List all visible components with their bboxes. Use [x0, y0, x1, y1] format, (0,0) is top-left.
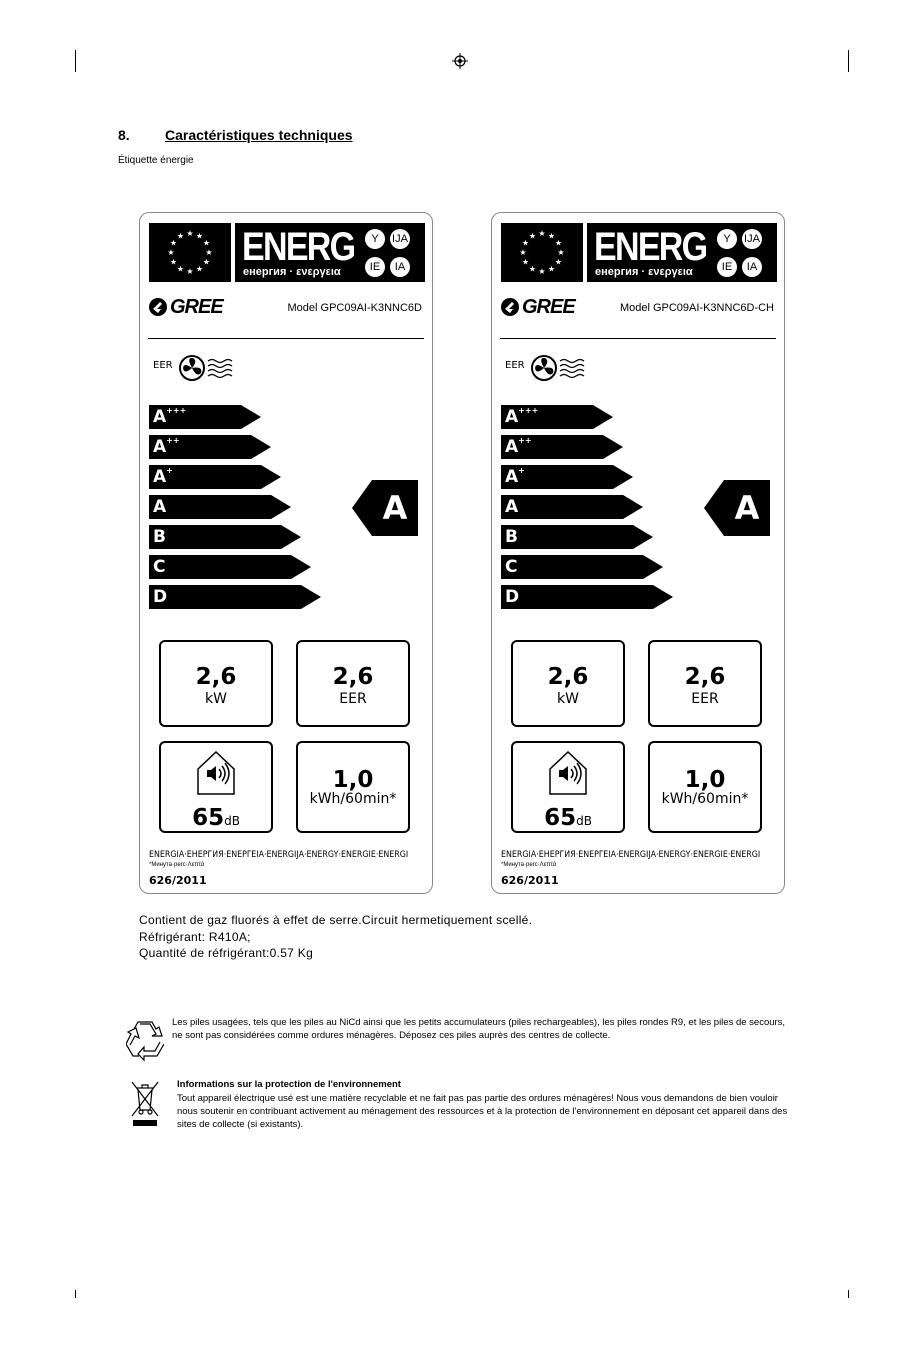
registration-mark-icon — [452, 53, 468, 69]
gas-info-line: Contient de gaz fluorés à effet de serre.Circuit hermetiquement scellé. — [139, 913, 533, 927]
eu-star-icon: ★ — [547, 264, 556, 274]
eer-label: EER — [153, 360, 173, 371]
brand-logo — [148, 297, 223, 317]
regulation-number: 626/2011 — [501, 874, 559, 887]
efficiency-class-bar: A — [149, 495, 271, 519]
model-number: Model GPC09AI-K3NNC6D — [287, 302, 422, 314]
eu-star-icon: ★ — [519, 248, 527, 257]
regulation-number: 626/2011 — [149, 874, 207, 887]
footnote: *Минута·perc·Λεπτά — [501, 862, 557, 868]
crop-mark — [848, 1290, 849, 1298]
eu-flag-icon — [501, 223, 583, 282]
eu-star-icon: ★ — [167, 248, 175, 257]
energ-title: ENERG — [594, 225, 707, 269]
lang-badge: IA — [742, 257, 762, 277]
efficiency-class-bar: A — [501, 495, 623, 519]
model-number: Model GPC09AI-K3NNC6D-CH — [619, 302, 774, 314]
lang-badge: IE — [365, 257, 385, 277]
energ-subtitle: енергия · ενεργεια — [595, 266, 693, 278]
section-title: Caractéristiques techniques — [165, 127, 353, 143]
eu-star-icon: ★ — [547, 231, 556, 241]
environment-line: nous soutenir en contribuant activement au ménagement des ressources et à la protection de l'environnement en déposant cet appareil dans des — [177, 1106, 788, 1117]
consumption-unit: kWh/60min* — [661, 791, 749, 807]
capacity-box — [159, 640, 273, 727]
brand-logo — [500, 297, 575, 317]
crop-mark — [75, 1290, 76, 1298]
rating-class: A — [382, 489, 408, 527]
energ-subtitle: енергия · ενεργεια — [243, 266, 341, 278]
battery-notice-line: ne sont pas considérées comme ordures ménagères. Déposez ces piles auprès des centres de collecte. — [172, 1030, 611, 1041]
divider — [500, 338, 776, 339]
crop-mark — [848, 50, 849, 72]
efficiency-class-bar: A++ — [501, 435, 603, 459]
footnote: *Минута·perc·Λεπτά — [149, 862, 205, 868]
efficiency-class-bar: B — [149, 525, 281, 549]
energy-header — [235, 223, 425, 282]
eu-star-icon: ★ — [521, 257, 530, 267]
eer-unit: EER — [691, 691, 719, 707]
divider — [148, 338, 424, 339]
brand-name: GREE — [170, 295, 223, 318]
efficiency-class-bar: A+++ — [149, 405, 241, 429]
eu-star-icon: ★ — [169, 257, 178, 267]
energ-title: ENERG — [242, 225, 355, 269]
eu-stars-icon — [149, 223, 231, 282]
eu-star-icon: ★ — [202, 257, 211, 267]
section-subtitle: Étiquette énergie — [118, 155, 194, 166]
eu-star-icon: ★ — [205, 248, 213, 257]
noise-box — [159, 741, 273, 833]
efficiency-class-bar: A+ — [149, 465, 261, 489]
noise-box — [511, 741, 625, 833]
efficiency-class-bar: A+++ — [501, 405, 593, 429]
eu-star-icon: ★ — [554, 238, 563, 248]
noise-unit: dB — [576, 814, 592, 828]
eu-star-icon: ★ — [554, 257, 563, 267]
capacity-value: 2,6 — [547, 664, 589, 690]
gree-logo-icon — [500, 297, 520, 317]
refrigerant-quantity: Quantité de réfrigérant:0.57 Kg — [139, 946, 314, 960]
efficiency-class-bar: C — [149, 555, 291, 579]
noise-value: 65 — [192, 805, 225, 831]
eer-box — [648, 640, 762, 727]
eu-star-icon: ★ — [538, 229, 546, 238]
eu-star-icon: ★ — [176, 264, 185, 274]
eu-star-icon: ★ — [557, 248, 565, 257]
noise-unit: dB — [224, 814, 240, 828]
eu-flag-icon — [149, 223, 231, 282]
eu-star-icon: ★ — [202, 238, 211, 248]
crop-mark — [75, 50, 76, 72]
lang-badge: Y — [365, 229, 385, 249]
speaker-house-icon — [195, 749, 237, 797]
eu-star-icon: ★ — [176, 231, 185, 241]
lang-badge: IJA — [390, 229, 410, 249]
efficiency-class-bar: A+ — [501, 465, 613, 489]
section-number: 8. — [118, 127, 130, 143]
eu-star-icon: ★ — [195, 231, 204, 241]
rating-class: A — [734, 489, 760, 527]
environment-line: sites de collecte (si existants). — [177, 1119, 304, 1130]
capacity-value: 2,6 — [195, 664, 237, 690]
recycle-icon — [126, 1020, 164, 1062]
crossed-bin-icon — [130, 1080, 160, 1128]
efficiency-class-bar: D — [149, 585, 301, 609]
speaker-house-icon — [547, 749, 589, 797]
eu-star-icon: ★ — [538, 267, 546, 276]
eu-star-icon: ★ — [186, 229, 194, 238]
environment-title: Informations sur la protection de l'environnement — [177, 1079, 401, 1090]
environment-line: Tout appareil électrique usé est une matière recyclable et ne fait pas pas partie des ordures ménagères! Nous vous demandons de bien vouloir — [177, 1093, 778, 1104]
eer-box — [296, 640, 410, 727]
consumption-value: 1,0 — [684, 767, 726, 793]
energy-label — [139, 212, 433, 894]
consumption-box — [648, 741, 762, 833]
eu-stars-icon — [501, 223, 583, 282]
lang-badge: IJA — [742, 229, 762, 249]
eer-value: 2,6 — [332, 664, 374, 690]
gree-logo-icon — [148, 297, 168, 317]
lang-badge: IA — [390, 257, 410, 277]
eer-label: EER — [505, 360, 525, 371]
eu-star-icon: ★ — [186, 267, 194, 276]
efficiency-class-bar: B — [501, 525, 633, 549]
energy-label — [491, 212, 785, 894]
lang-badge: IE — [717, 257, 737, 277]
efficiency-class-bar: D — [501, 585, 653, 609]
capacity-unit: kW — [557, 691, 579, 707]
eu-star-icon: ★ — [521, 238, 530, 248]
eer-value: 2,6 — [684, 664, 726, 690]
eer-unit: EER — [339, 691, 367, 707]
consumption-box — [296, 741, 410, 833]
consumption-unit: kWh/60min* — [309, 791, 397, 807]
lang-badge: Y — [717, 229, 737, 249]
battery-notice-line: Les piles usagées, tels que les piles au NiCd ainsi que les petits accumulateurs (piles rechargeables), les piles rondes R9, et les piles de secours, — [172, 1017, 786, 1028]
fan-air-icon — [178, 353, 248, 383]
eu-star-icon: ★ — [528, 264, 537, 274]
capacity-box — [511, 640, 625, 727]
eu-star-icon: ★ — [169, 238, 178, 248]
efficiency-class-bar: A++ — [149, 435, 251, 459]
consumption-value: 1,0 — [332, 767, 374, 793]
fan-air-icon — [530, 353, 600, 383]
efficiency-class-bar: C — [501, 555, 643, 579]
energy-header — [587, 223, 777, 282]
energy-languages: ENERGIA·ЕНЕРГИЯ·ΕΝΕΡΓΕΙΑ·ENERGIJA·ENERGY·ENERGIE·ENERGI — [149, 850, 409, 860]
capacity-unit: kW — [205, 691, 227, 707]
energy-languages: ENERGIA·ЕНЕРГИЯ·ΕΝΕΡΓΕΙΑ·ENERGIJA·ENERGY·ENERGIE·ENERGI — [501, 850, 761, 860]
refrigerant-type: Réfrigérant: R410A; — [139, 930, 251, 944]
eu-star-icon: ★ — [528, 231, 537, 241]
noise-value: 65 — [544, 805, 577, 831]
brand-name: GREE — [522, 295, 575, 318]
eu-star-icon: ★ — [195, 264, 204, 274]
